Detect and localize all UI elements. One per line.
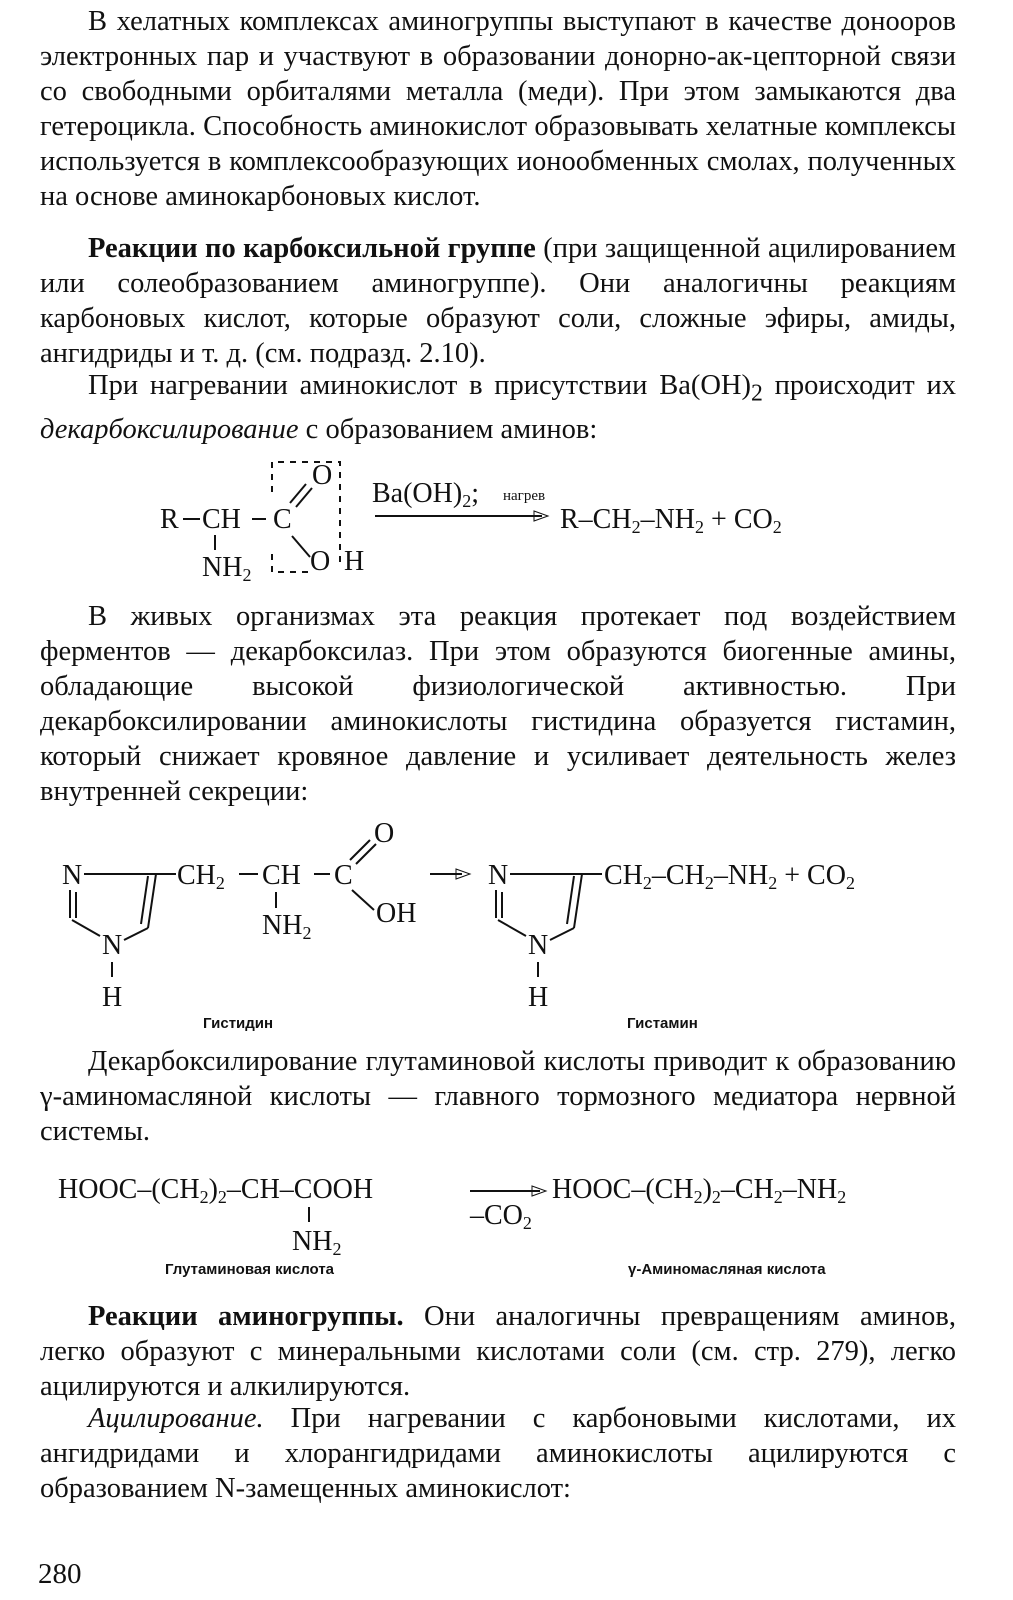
eq2-left-ch2: CH2 [177, 860, 225, 893]
eq1-nh2: NH2 [202, 552, 252, 585]
eq2-left-ring-bond-right2 [141, 876, 148, 924]
eq3-nh2: NH2 [292, 1226, 342, 1259]
eq1-r: R [160, 504, 179, 535]
amino-reactions-text: Они аналогичны превращениям аминов, легко образуют с минеральными кислотами соли (см. стр. 279), легко ацилируются и алкилируются. [40, 1301, 956, 1402]
decarb-term: декарбоксилирование [40, 413, 299, 445]
decarb-sub: 2 [751, 380, 763, 407]
paragraph-amino-reactions [40, 1299, 956, 1404]
paragraph-decarboxylation [40, 368, 956, 447]
eq3-below-arrow: –CO2 [470, 1200, 532, 1233]
paragraph-glutamic-acid: Декарбоксилирование глутаминовой кислоты приводит к образованию γ-аминомасляной кислоты — главного тормозного медиатора нервной системы. [40, 1046, 956, 1147]
eq1-reagent: Ba(OH)2; [372, 478, 479, 511]
eq2-nh2: NH2 [262, 910, 312, 943]
eq2-left-ring-bond-br [124, 928, 148, 940]
eq2-label-histidine: Гистидин [203, 1015, 274, 1032]
heading-amino-reactions: Реакции аминогруппы. [88, 1301, 404, 1332]
eq1-o-top: O [312, 460, 333, 491]
eq2-left-ring-nh: N [102, 930, 123, 961]
eq3-right-formula: HOOC–(CH2)2–CH2–NH2 [552, 1174, 847, 1207]
equation-histidine-histamine [0, 812, 1013, 1034]
eq2-double-bond-2 [356, 844, 376, 864]
paragraph-biogenic-amines: В живых организмах эта реакция протекает под воздействием ферментов — декарбоксилаз. При этом образуются биогенные амины, обладающие высокой физиологической активностью. При декарбоксилировании аминокислоты гистидина образуется гистамин, который снижает кровяное давление и усиливает деятельность желез внутренней секреции: [40, 601, 956, 807]
eq1-double-bond-1 [290, 484, 306, 503]
paragraph-carboxyl-reactions [40, 231, 956, 371]
eq1-dashed-box-bottom [272, 552, 308, 572]
eq1-h: H [344, 546, 365, 577]
equation-glutamic-gaba [0, 1160, 1013, 1285]
eq2-right-ring-bond-right [574, 874, 582, 928]
paragraph-acylation [40, 1401, 956, 1506]
eq2-double-bond-1 [350, 840, 370, 860]
eq2-right-chain: CH2–CH2–NH2 + CO2 [604, 860, 855, 893]
eq2-ch: CH [262, 860, 301, 891]
eq2-oh: OH [376, 898, 417, 929]
eq2-left-ring-n: N [62, 860, 83, 891]
eq2-bond-c-oh [352, 890, 374, 910]
eq2-right-ring-bond-br [550, 928, 574, 940]
eq2-left-ring-bond-bl [72, 920, 100, 936]
heading-carboxyl-reactions: Реакции по карбоксильной группе [88, 233, 536, 264]
eq3-label-glutamic: Глутаминовая кислота [165, 1261, 335, 1278]
eq3-left-formula: HOOC–(CH2)2–CH–COOH [58, 1174, 374, 1207]
eq2-right-ring-bond-bl [498, 920, 526, 936]
eq2-c: C [334, 860, 353, 891]
decarb-text-a: При нагревании аминокислот в присутствии Ba(OH) [88, 370, 752, 401]
eq1-product: R–CH2–NH2 + CO2 [560, 504, 782, 537]
eq1-ch: CH [202, 504, 241, 535]
page-number: 280 [38, 1558, 82, 1590]
eq1-condition: нагрев [503, 488, 546, 504]
eq1-o-bottom: O [310, 546, 331, 577]
eq2-right-ring-n: N [488, 860, 509, 891]
eq2-right-ring-h: H [528, 982, 549, 1013]
equation-decarboxylation [0, 440, 1013, 590]
eq1-double-bond-2 [296, 488, 312, 507]
eq2-right-ring-bond-right2 [567, 876, 574, 924]
eq1-bond-c-oh [292, 536, 310, 557]
eq1-c: C [273, 504, 292, 535]
eq2-label-histamine: Гистамин [627, 1015, 698, 1032]
eq3-label-gaba: γ-Аминомасляная кислота [628, 1261, 826, 1278]
eq2-o: O [374, 818, 395, 849]
heading-acylation: Ацилирование. [88, 1403, 264, 1434]
decarb-text-b: происходит их [762, 370, 956, 401]
eq2-right-ring-nh: N [528, 930, 549, 961]
eq2-left-ring-h: H [102, 982, 123, 1013]
acylation-text: При нагревании с карбоновыми кислотами, их ангидридами и хлорангидридами аминокислоты ацилируются с образованием N-замещенных аминокислот: [40, 1403, 956, 1504]
paragraph-chelate: В хелатных комплексах аминогруппы выступают в качестве донооров электронных пар и участвуют в образовании донорно-ак-цепторной связи со свободными орбиталями металла (меди). При этом замыкаются два гетероцикла. Способность аминокислот образовывать хелатные комплексы используется в комплексообразующих ионообменных смолах, полученных на основе аминокарбоновых кислот. [40, 6, 956, 212]
decarb-text-c: с образованием аминов: [298, 413, 598, 445]
eq2-left-ring-bond-right [148, 874, 156, 928]
carboxyl-reactions-text: (при защищенной ацилированием или солеобразованием аминогруппе). Они аналогичны реакциям карбоновых кислот, которые образуют соли, сложные эфиры, амиды, ангидриды и т. д. (см. подразд. 2.10). [40, 233, 956, 369]
